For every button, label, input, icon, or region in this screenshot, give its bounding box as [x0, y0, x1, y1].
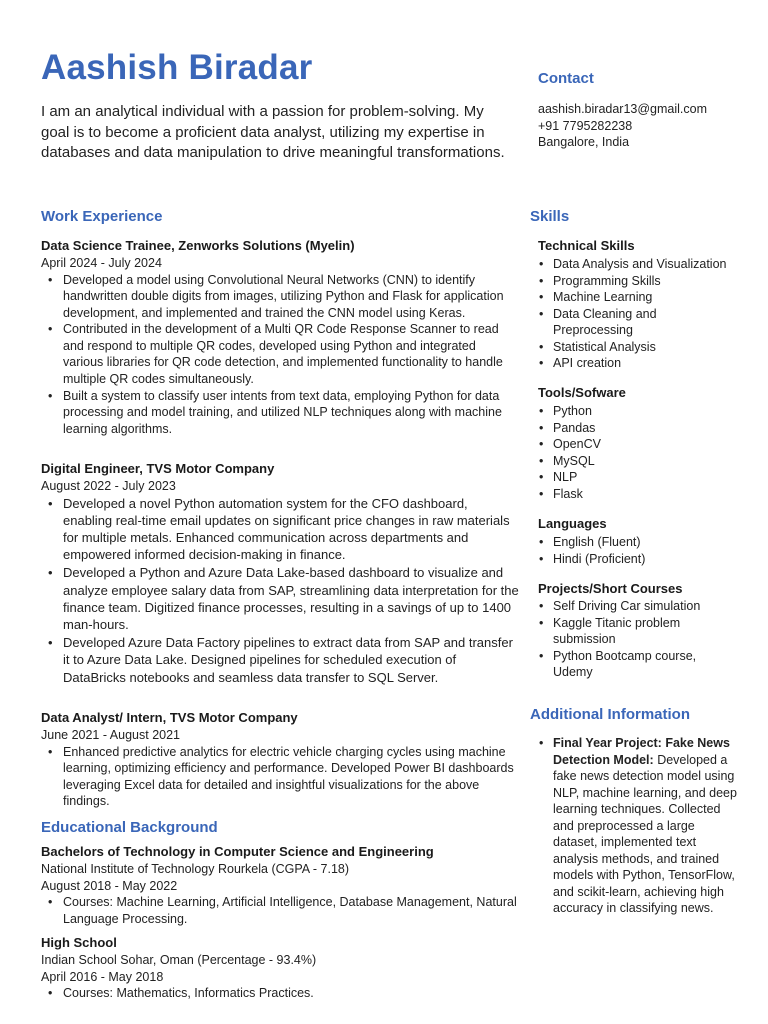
education-entry — [41, 935, 519, 1002]
job-entry — [41, 461, 519, 686]
tool-item: • Python — [538, 403, 745, 420]
projects-courses — [530, 581, 745, 681]
education-courses — [41, 894, 519, 927]
job-bullet: • Developed a novel Python automation system for the CFO dashboard, enabling real-time email updates on significant price changes in raw materials for multiple metals. Enhanced communication across departments and empowered informed decision-making in finance. — [41, 495, 519, 564]
project-item: • Python Bootcamp course, Udemy — [538, 648, 718, 681]
job-bullets — [41, 744, 519, 810]
project-item: • Self Driving Car simulation — [538, 598, 745, 615]
skill-item: • API creation — [538, 355, 745, 372]
skill-item: • Statistical Analysis — [538, 339, 745, 356]
final-project-title: Final Year Project: Fake News Detection Model: — [553, 736, 730, 767]
technical-skills — [530, 238, 745, 372]
skills-heading: Skills — [530, 208, 570, 225]
contact-heading: Contact — [538, 70, 594, 87]
additional-info — [530, 735, 745, 917]
skill-item: • Data Analysis and Visualization — [538, 256, 745, 273]
summary: I am an analytical individual with a passion for problem-solving. My goal is to become a proficient data analyst, utilizing my expertise in databases and data manipulation to drive meaningful transformations. — [41, 103, 505, 161]
skill-item: • Machine Learning — [538, 289, 745, 306]
projects-title: Projects/Short Courses — [538, 581, 683, 596]
contact-phone: +91 7795282238 — [538, 118, 633, 133]
job-bullet: • Enhanced predictive analytics for electric vehicle charging cycles using machine learning, optimizing efficiency and performance. Developed Power BI dashboards leveraging Excel data for detailed and insightful visualizations for the above findings. — [41, 744, 519, 810]
job-bullet: • Developed Azure Data Factory pipelines to extract data from SAP and transfer it to Azure Data Lake. Designed pipelines for scheduled execution of DataBricks notebooks and seamless data transfer to SQL Server. — [41, 634, 519, 686]
job-bullet: • Built a system to classify user intents from text data, employing Python for data processing and model training, and utilized NLP techniques along with machine learning algorithms. — [41, 388, 519, 438]
tool-item: • Flask — [538, 486, 745, 503]
job-title: Digital Engineer, TVS Motor Company — [41, 461, 275, 476]
candidate-name: Aashish Biradar — [41, 48, 313, 87]
technical-skills-list — [530, 256, 745, 372]
project-item: • Kaggle Titanic problem submission — [538, 615, 703, 648]
contact-email[interactable]: aashish.biradar13@gmail.com — [538, 102, 708, 116]
education-courses — [41, 985, 519, 1002]
language-item: • English (Fluent) — [538, 534, 745, 551]
job-title: Data Analyst/ Intern, TVS Motor Company — [41, 710, 298, 725]
projects-list — [530, 598, 745, 681]
languages-list — [530, 534, 745, 567]
skill-item: • Programming Skills — [538, 273, 745, 290]
additional-item — [538, 735, 738, 917]
tool-item: • OpenCV — [538, 436, 745, 453]
contact-block — [538, 101, 707, 151]
tool-item: • MySQL — [538, 453, 745, 470]
tools-skills — [530, 385, 745, 502]
job-entry — [41, 238, 519, 437]
additional-list — [530, 735, 745, 917]
school-name: National Institute of Technology Rourkela (CGPA - 7.18) — [41, 862, 350, 876]
job-bullets — [41, 495, 519, 686]
degree-title: High School — [41, 935, 117, 950]
school-name: Indian School Sohar, Oman (Percentage - 93.4%) — [41, 953, 317, 967]
education-dates: April 2016 - May 2018 — [41, 969, 164, 984]
skill-item: • Data Cleaning and Preprocessing — [538, 306, 683, 339]
tool-item: • Pandas — [538, 420, 745, 437]
job-bullet: • Developed a model using Convolutional Neural Networks (CNN) to identify handwritten double digits from images, utilizing Python and Flask for application development, and implemented and trained the CNN model using Keras. — [41, 272, 519, 322]
languages — [530, 516, 745, 567]
job-bullets — [41, 272, 519, 438]
tool-item: • NLP — [538, 469, 745, 486]
contact-location: Bangalore, India — [538, 135, 630, 149]
education-heading: Educational Background — [41, 819, 218, 836]
tools-list — [530, 403, 745, 502]
job-bullet: • Developed a Python and Azure Data Lake-based dashboard to visualize and analyze employee salary data from SAP, streamlining data interpretation for the finance team. Digitized finance processes, resulting in a savings of up to 1400 man-hours. — [41, 564, 519, 633]
language-item: • Hindi (Proficient) — [538, 551, 745, 568]
education-entry — [41, 844, 519, 927]
job-title: Data Science Trainee, Zenworks Solutions (Myelin) — [41, 238, 355, 253]
languages-title: Languages — [538, 516, 607, 531]
work-experience-heading: Work Experience — [41, 208, 163, 225]
job-dates: April 2024 - July 2024 — [41, 256, 162, 270]
tools-title: Tools/Sofware — [538, 385, 626, 400]
technical-skills-title: Technical Skills — [538, 238, 635, 253]
degree-title: Bachelors of Technology in Computer Science and Engineering — [41, 844, 434, 859]
course-list: • Courses: Mathematics, Informatics Practices. — [41, 985, 519, 1002]
job-dates: August 2022 - July 2023 — [41, 479, 176, 493]
additional-info-heading: Additional Information — [530, 706, 690, 723]
job-dates: June 2021 - August 2021 — [41, 728, 181, 742]
final-project-text: Developed a fake news detection model using NLP, machine learning, and deep learning techniques. Collected and preprocessed a large dataset, implemented text analysis methods, and trained models with Python, TensorFlow, and scikit-learn, achieving high accuracy in classifying news. — [553, 752, 737, 915]
job-bullet: • Contributed in the development of a Multi QR Code Response Scanner to read and respond to multiple QR codes, developed using Python and integrated various libraries for QR code detection, and implemented functionality to handle multiple QR codes simultaneously. — [41, 321, 519, 387]
education-dates: August 2018 - May 2022 — [41, 878, 178, 893]
course-list: • Courses: Machine Learning, Artificial Intelligence, Database Management, Natural Language Processing. — [41, 894, 519, 927]
job-entry — [41, 710, 519, 810]
